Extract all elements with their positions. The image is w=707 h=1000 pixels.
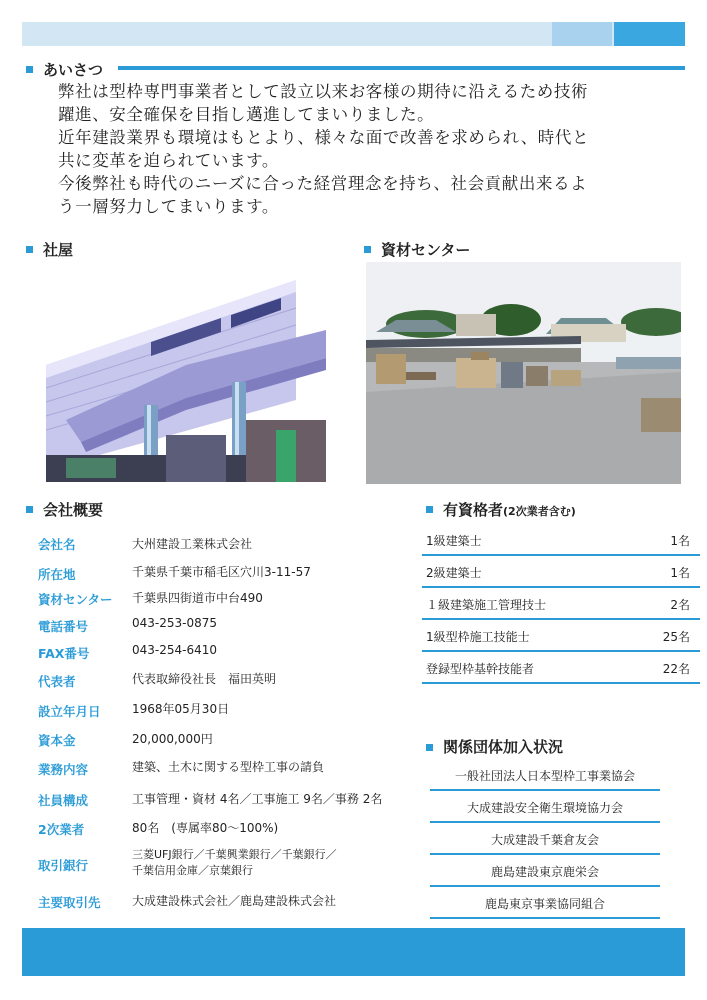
company-heading: 会社概要 xyxy=(43,501,104,519)
company-value: 大州建設工業株式会社 xyxy=(132,537,253,551)
office-heading: 社屋 xyxy=(43,241,74,259)
company-value: 工事管理・資材 4名／工事施工 9名／事務 2名 xyxy=(132,792,383,806)
company-value: 千葉県千葉市稲毛区穴川3-11-57 xyxy=(132,565,311,579)
qualified-name: 2級建築士 xyxy=(426,566,482,580)
bullet-icon xyxy=(26,66,33,73)
qualified-name: 登録型枠基幹技能者 xyxy=(426,662,535,676)
company-label: 社員構成 xyxy=(38,793,89,808)
organization-name: 鹿島建設東京鹿栄会 xyxy=(490,865,599,879)
organization-name: 鹿島東京事業協同組合 xyxy=(484,897,605,911)
company-value: 千葉県四街道市中台490 xyxy=(132,591,263,605)
organization-name: 大成建設千葉倉友会 xyxy=(490,833,599,847)
qualified-heading-note: (2次業者含む) xyxy=(503,505,576,518)
company-value: 建築、土木に関する型枠工事の請負 xyxy=(132,760,325,774)
office-building-photo xyxy=(46,270,326,482)
company-value: 代表取締役社長 福田英明 xyxy=(132,672,277,686)
greeting-heading: あいさつ xyxy=(43,61,104,79)
qualified-name: １級建築施工管理技士 xyxy=(426,598,547,612)
greeting-text xyxy=(58,80,668,218)
qualified-count: 25名 xyxy=(662,630,690,644)
organization-item xyxy=(430,823,660,855)
bullet-icon xyxy=(26,506,33,513)
greeting-line: 弊社は型枠専門事業者として設立以来お客様の期待に沿えるため技術 xyxy=(58,82,589,101)
bullet-icon xyxy=(26,246,33,253)
company-value: 80名 (専属率80～100%) xyxy=(132,821,279,835)
qualified-count: 1名 xyxy=(670,534,690,548)
qualified-name: 1級建築士 xyxy=(426,534,482,548)
company-label: 取引銀行 xyxy=(38,858,89,873)
greeting-rule xyxy=(118,66,685,70)
organizations-heading: 関係団体加入状況 xyxy=(443,738,564,756)
bottom-band xyxy=(22,928,685,976)
organization-name: 大成建設安全衛生環境協力会 xyxy=(466,801,623,815)
company-label: 電話番号 xyxy=(38,619,89,634)
company-label: 設立年月日 xyxy=(38,704,101,719)
qualified-row xyxy=(422,588,700,620)
top-band-segment-dark xyxy=(614,22,685,46)
company-value: 大成建設株式会社／鹿島建設株式会社 xyxy=(132,894,337,908)
qualified-count: 1名 xyxy=(670,566,690,580)
company-value: 三菱UFJ銀行／千葉興業銀行／千葉銀行／ xyxy=(132,848,337,861)
organization-item xyxy=(430,887,660,919)
company-label: 業務内容 xyxy=(38,762,89,777)
top-band xyxy=(22,22,685,46)
company-label: 2次業者 xyxy=(38,822,85,837)
material-center-photo xyxy=(366,262,681,484)
company-value: 043-254-6410 xyxy=(132,643,218,657)
greeting-line: 共に変革を迫られています。 xyxy=(58,151,279,170)
qualified-row xyxy=(422,620,700,652)
top-band-segment-light xyxy=(552,22,612,46)
company-label: 会社名 xyxy=(38,537,76,552)
bullet-icon xyxy=(364,246,371,253)
company-value-continued: 千葉信用金庫／京葉銀行 xyxy=(132,864,253,877)
company-label: 代表者 xyxy=(38,674,76,689)
qualified-heading-text: 有資格者 xyxy=(443,501,504,519)
greeting-line: 躍進、安全確保を目指し邁進してまいりました。 xyxy=(58,105,435,124)
organization-item xyxy=(430,791,660,823)
company-label: 資本金 xyxy=(38,733,76,748)
qualified-row xyxy=(422,556,700,588)
company-value: 043-253-0875 xyxy=(132,616,218,630)
greeting-line: う一層努力してまいります。 xyxy=(58,197,279,216)
company-label: 主要取引先 xyxy=(38,895,101,910)
qualified-count: 22名 xyxy=(662,662,690,676)
organization-name: 一般社団法人日本型枠工事業協会 xyxy=(454,769,635,783)
greeting-line: 近年建設業界も環境はもとより、様々な面で改善を求められ、時代と xyxy=(58,128,590,147)
greeting-line: 今後弊社も時代のニーズに合った経営理念を持ち、社会貢献出来るよ xyxy=(58,174,588,193)
organization-item xyxy=(430,759,660,791)
company-label: 所在地 xyxy=(38,567,76,582)
qualified-row xyxy=(422,524,700,556)
company-value: 20,000,000円 xyxy=(132,732,213,746)
qualified-count: 2名 xyxy=(670,598,690,612)
qualified-row xyxy=(422,652,700,684)
qualified-name: 1級型枠施工技能士 xyxy=(426,630,530,644)
company-label: 資材センター xyxy=(38,592,113,607)
company-value: 1968年05月30日 xyxy=(132,702,230,716)
bullet-icon xyxy=(426,506,433,513)
bullet-icon xyxy=(426,744,433,751)
organization-item xyxy=(430,855,660,887)
company-label: FAX番号 xyxy=(38,646,90,661)
qualified-heading xyxy=(443,499,576,520)
center-heading: 資材センター xyxy=(381,241,471,259)
